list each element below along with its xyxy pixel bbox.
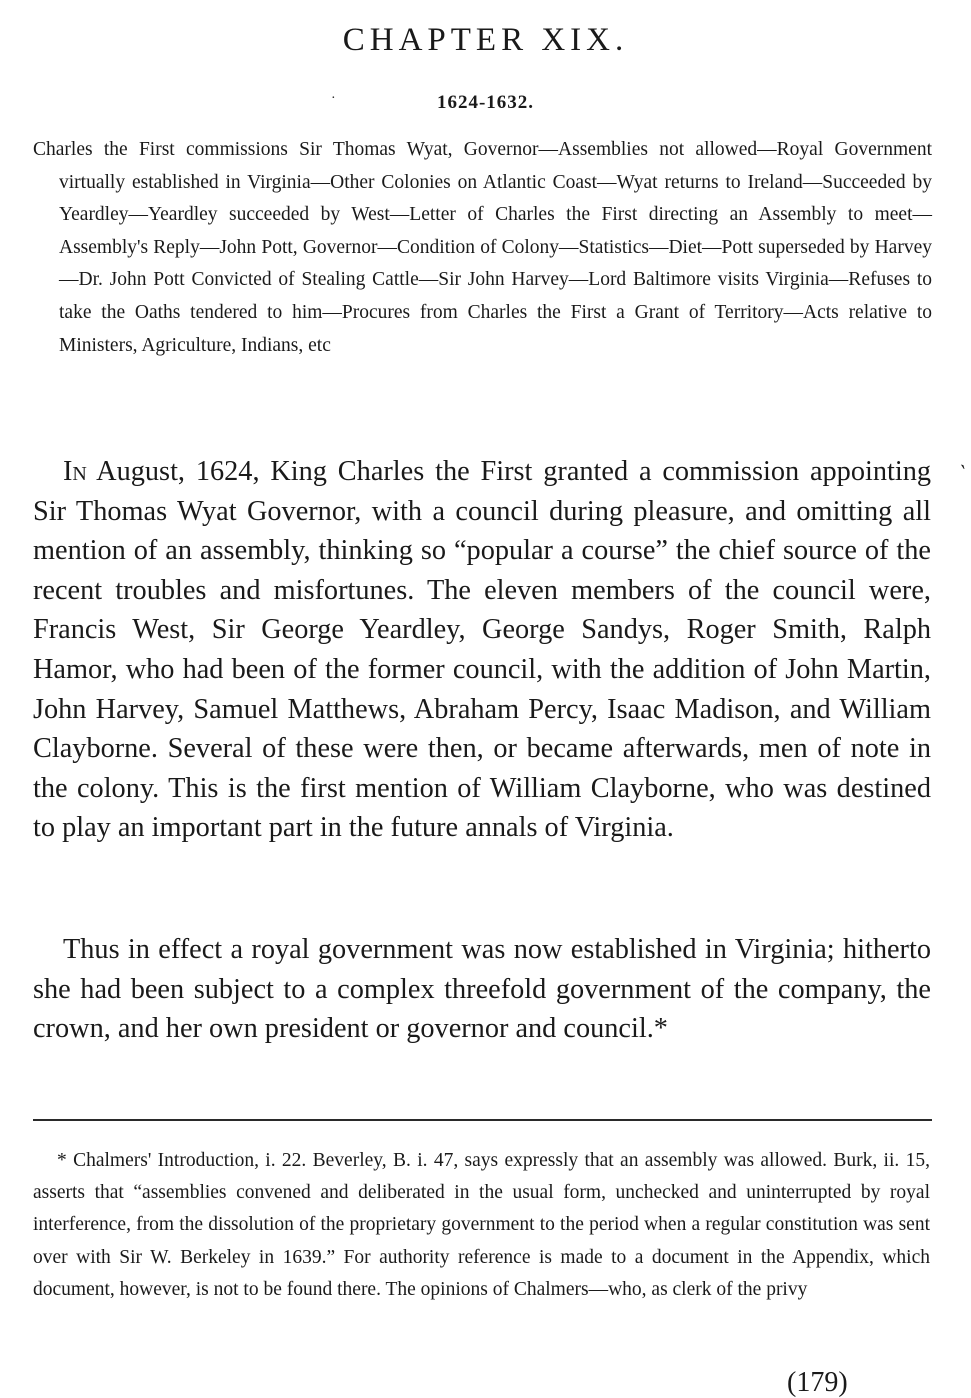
page-number: (179) bbox=[787, 1367, 848, 1398]
body-paragraph-1 bbox=[33, 452, 931, 848]
margin-mark: ` bbox=[953, 459, 969, 486]
stray-mark: · bbox=[331, 91, 336, 106]
chapter-synopsis: Charles the First commissions Sir Thomas Wyat, Governor—Assemblies not allowed—Royal Government virtually established in Virginia—Other Colonies on Atlantic Coast—Wyat returns to Ireland—Succeeded by Yeardley—Yeardley succeeded by West—Letter of Charles the First directing an Assembly to meet—Assembly's Reply—John Pott, Governor—Condition of Colony—Statistics—Diet—Pott superseded by Harvey—Dr. John Pott Convicted of Stealing Cattle—Sir John Harvey—Lord Baltimore visits Virginia—Refuses to take the Oaths tendered to him—Procures from Charles the First a Grant of Territory—Acts relative to Ministers, Agriculture, Indians, etc bbox=[33, 139, 932, 356]
body-paragraph-2: Thus in effect a royal government was now established in Virginia; hitherto she had been subject to a complex threefold government of the company, the crown, and her own president or governor and council.* bbox=[33, 934, 931, 1045]
chapter-title: CHAPTER XIX. bbox=[342, 22, 629, 58]
footnote: * Chalmers' Introduction, i. 22. Beverley, B. i. 47, says expressly that an assembly was allowed. Burk, ii. 15, asserts that “assemblies convened and deliberated in the usual form, unchecked and uninterrupted by royal interference, from the dissolution of the proprietary government to the period when a regular constitution was sent over with Sir W. Berkeley in 1639.” For authority reference is made to a document in the Appendix, which document, however, is not to be found there. The opinions of Chalmers—who, as clerk of the privy bbox=[33, 1150, 930, 1300]
paragraph-lead-word: In bbox=[63, 456, 87, 487]
paragraph-1-text: August, 1624, King Charles the First granted a commission appointing Sir Thomas Wyat Governor, with a council during pleasure, and omitting all mention of an assembly, thinking so “popular a course” the chief source of the recent troubles and misfortunes. The eleven members of the council were, Francis West, Sir George Yeardley, George Sandys, Roger Smith, Ralph Hamor, who had been of the former council, with the addition of John Martin, John Harvey, Samuel Matthews, Abraham Percy, Isaac Madison, and William Clayborne. Several of these were then, or became afterwards, men of note in the colony. This is the first mention of William Clayborne, who was destined to play an important part in the future annals of Virginia. bbox=[33, 456, 931, 844]
date-range: 1624-1632. bbox=[436, 92, 535, 113]
footnote-divider bbox=[33, 1119, 932, 1121]
